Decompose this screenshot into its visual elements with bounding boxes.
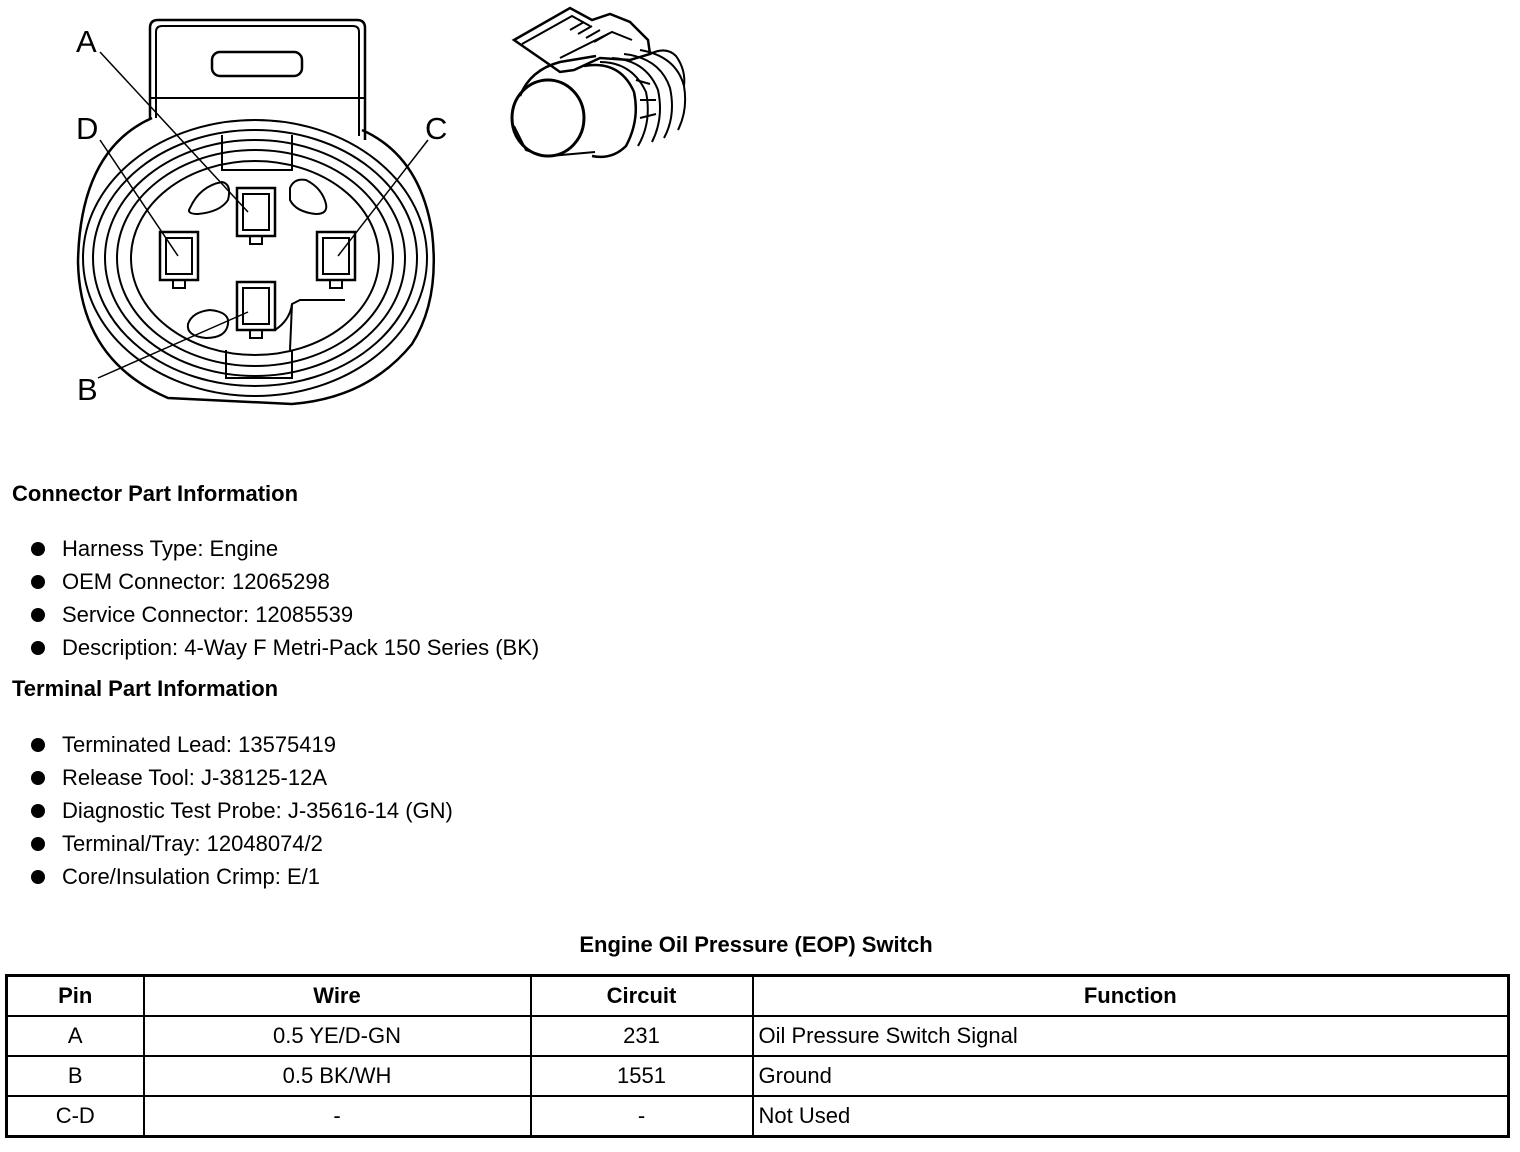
list-item: OEM Connector: 12065298 xyxy=(30,569,539,602)
connector-face-diagram xyxy=(0,0,470,420)
list-item: Service Connector: 12085539 xyxy=(30,602,539,635)
cell-wire: - xyxy=(144,1096,531,1137)
bullet-icon xyxy=(31,608,45,622)
cell-pin: B xyxy=(7,1056,144,1096)
connector-isometric-diagram xyxy=(500,0,700,170)
bullet-icon xyxy=(31,804,45,818)
cell-wire: 0.5 YE/D-GN xyxy=(144,1016,531,1056)
terminal-part-info-list xyxy=(30,732,453,897)
table-row xyxy=(7,1056,1509,1096)
table-row xyxy=(7,1016,1509,1056)
header-function: Function xyxy=(753,976,1509,1017)
list-item: Terminated Lead: 13575419 xyxy=(30,732,453,765)
list-item: Diagnostic Test Probe: J-35616-14 (GN) xyxy=(30,798,453,831)
bullet-icon xyxy=(31,641,45,655)
pin-table xyxy=(5,974,1510,1138)
bullet-icon xyxy=(31,870,45,884)
key-slot-upper-right xyxy=(290,180,326,214)
terminal-a xyxy=(237,188,275,244)
cell-function: Ground xyxy=(753,1056,1509,1096)
cell-circuit: 231 xyxy=(531,1016,753,1056)
header-wire: Wire xyxy=(144,976,531,1017)
latch-slot xyxy=(212,52,302,76)
cell-wire: 0.5 BK/WH xyxy=(144,1056,531,1096)
pin-label-a: A xyxy=(76,24,97,59)
header-pin: Pin xyxy=(7,976,144,1017)
pin-label-b: B xyxy=(77,372,98,407)
list-item: Release Tool: J-38125-12A xyxy=(30,765,453,798)
cell-circuit: - xyxy=(531,1096,753,1137)
bullet-icon xyxy=(31,738,45,752)
terminal-b xyxy=(237,282,275,338)
latch-housing xyxy=(150,20,365,140)
pin-table-title: Engine Oil Pressure (EOP) Switch xyxy=(579,932,933,957)
list-item: Core/Insulation Crimp: E/1 xyxy=(30,864,453,897)
cell-pin: C-D xyxy=(7,1096,144,1137)
cell-function: Oil Pressure Switch Signal xyxy=(753,1016,1509,1056)
connector-part-info-list xyxy=(30,536,539,668)
bullet-icon xyxy=(31,837,45,851)
bullet-icon xyxy=(31,771,45,785)
list-item: Terminal/Tray: 12048074/2 xyxy=(30,831,453,864)
pin-label-d: D xyxy=(76,111,99,146)
list-item: Harness Type: Engine xyxy=(30,536,539,569)
cell-circuit: 1551 xyxy=(531,1056,753,1096)
key-slot-upper-left xyxy=(189,182,229,214)
table-row xyxy=(7,1096,1509,1137)
table-header-row xyxy=(7,976,1509,1017)
cell-function: Not Used xyxy=(753,1096,1509,1137)
list-item: Description: 4-Way F Metri-Pack 150 Series (BK) xyxy=(30,635,539,668)
connector-part-info-heading: Connector Part Information xyxy=(12,481,299,506)
terminal-d xyxy=(160,232,198,288)
pin-label-c: C xyxy=(425,111,448,146)
cell-pin: A xyxy=(7,1016,144,1056)
bullet-icon xyxy=(31,542,45,556)
bullet-icon xyxy=(31,575,45,589)
terminal-part-info-heading: Terminal Part Information xyxy=(12,676,279,701)
header-circuit: Circuit xyxy=(531,976,753,1017)
